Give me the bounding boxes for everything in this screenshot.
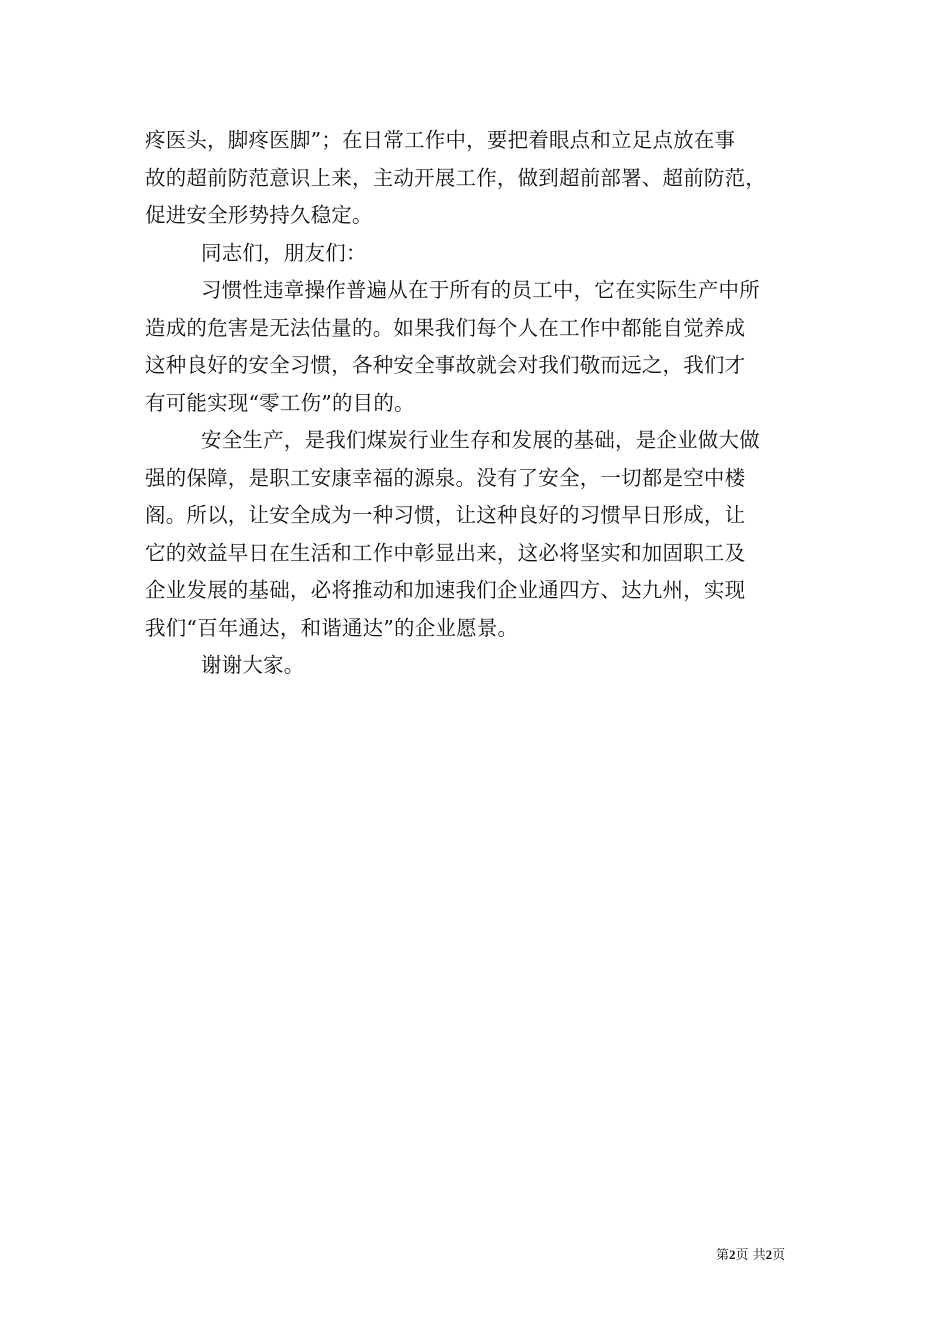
footer-current-page: 2 <box>729 1247 736 1262</box>
paragraph <box>145 272 815 422</box>
text-line: 疼医头，脚疼医脚”；在日常工作中，要把着眼点和立足点放在事 <box>145 128 736 152</box>
text-line: 安全生产，是我们煤炭行业生存和发展的基础，是企业做大做 <box>201 428 760 452</box>
footer-suffix: 页 <box>772 1248 786 1263</box>
footer-prefix: 第 <box>716 1248 730 1263</box>
text-line: 谢谢大家。 <box>201 653 305 677</box>
paragraph <box>145 422 815 647</box>
text-line: 强的保障，是职工安康幸福的源泉。没有了安全，一切都是空中楼 <box>145 465 746 490</box>
footer-middle: 页 共 <box>735 1248 766 1263</box>
text-line: 我们“百年通达，和谐通达”的企业愿景。 <box>145 615 519 640</box>
footer-total-pages: 2 <box>765 1247 773 1262</box>
document-body <box>145 122 815 685</box>
text-line: 有可能实现“零工伤”的目的。 <box>145 390 415 415</box>
text-line: 这种良好的安全习惯，各种安全事故就会对我们敬而远之，我们才 <box>145 353 746 377</box>
text-line: 企业发展的基础，必将推动和加速我们企业通四方、达九州，实现 <box>145 578 746 602</box>
text-line: 故的超前防范意识上来，主动开展工作，做到超前部署、超前防范， <box>145 165 766 190</box>
text-line: 同志们，朋友们： <box>201 240 367 265</box>
text-line: 习惯性违章操作普遍从在于所有的员工中，它在实际生产中所 <box>201 278 760 302</box>
text-line: 促进安全形势持久稳定。 <box>145 203 373 227</box>
text-line: 它的效益早日在生活和工作中彰显出来，这必将坚实和加固职工及 <box>145 540 746 565</box>
paragraph <box>145 647 815 685</box>
text-line: 造成的危害是无法估量的。如果我们每个人在工作中都能自觉养成 <box>145 315 746 340</box>
paragraph <box>145 235 815 273</box>
text-line: 阁。所以，让安全成为一种习惯，让这种良好的习惯早日形成，让 <box>145 503 746 527</box>
paragraph <box>145 122 815 235</box>
page-footer <box>716 1246 785 1265</box>
